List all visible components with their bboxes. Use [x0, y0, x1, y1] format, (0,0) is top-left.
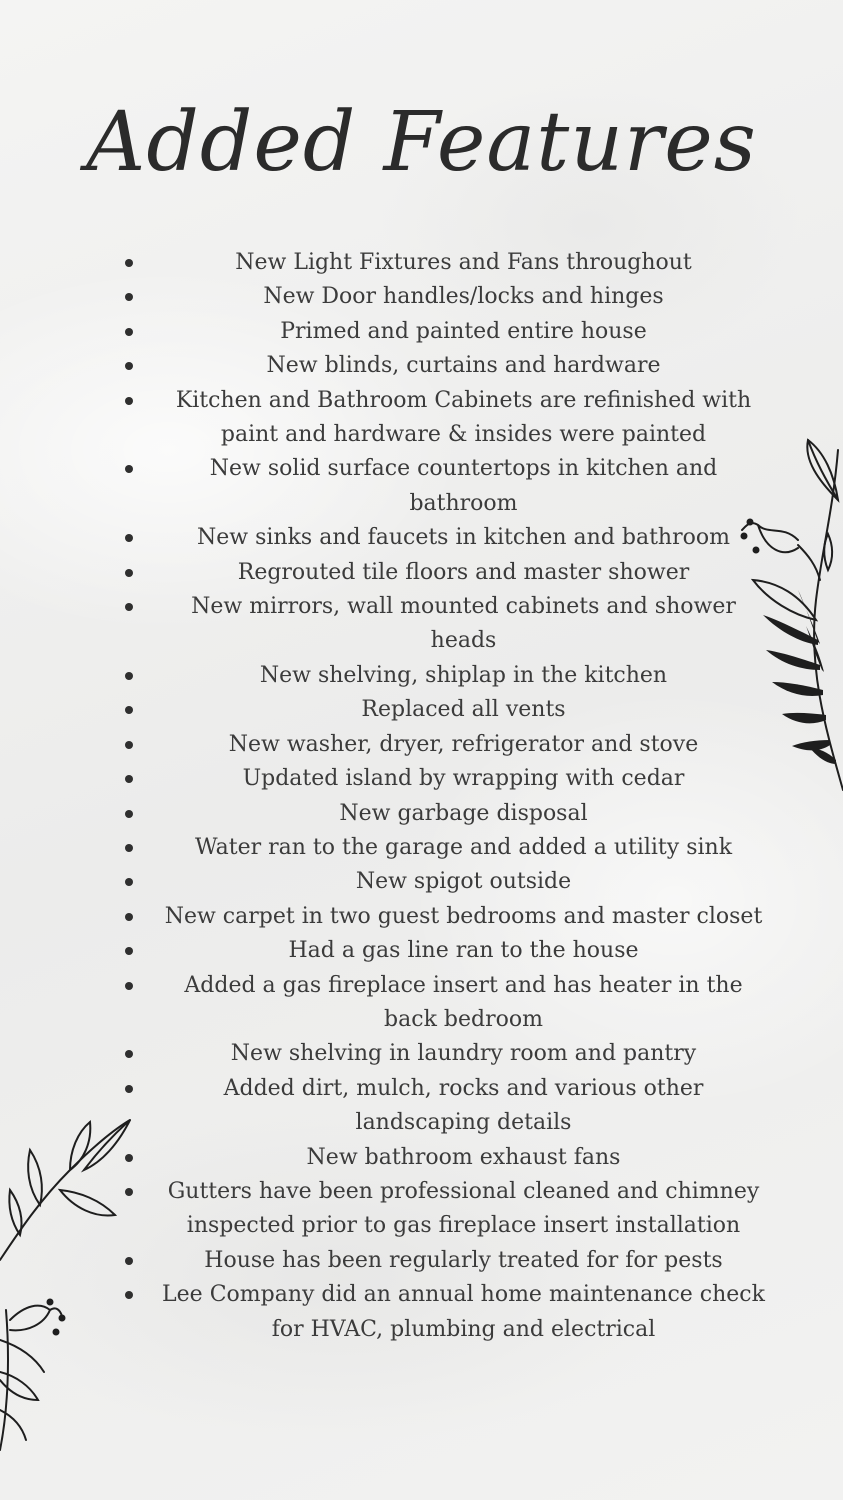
list-item — [115, 693, 770, 727]
bullet-icon — [125, 259, 133, 267]
bullet-icon — [125, 878, 133, 886]
list-item — [115, 1244, 770, 1278]
feature-text: New garbage disposal — [339, 800, 588, 826]
list-item — [115, 865, 770, 899]
list-item — [115, 349, 770, 383]
feature-text: House has been regularly treated for for pests — [204, 1247, 723, 1273]
bullet-icon — [125, 569, 133, 577]
list-item — [115, 1072, 770, 1141]
bullet-icon — [125, 1050, 133, 1058]
list-item — [115, 556, 770, 590]
bullet-icon — [125, 741, 133, 749]
feature-text: New solid surface countertops in kitchen and bathroom — [209, 456, 718, 516]
list-item — [115, 762, 770, 796]
list-item — [115, 315, 770, 349]
feature-text: New Door handles/locks and hinges — [263, 284, 664, 310]
list-item — [115, 1037, 770, 1071]
list-item — [115, 280, 770, 314]
bullet-icon — [125, 603, 133, 611]
list-item — [115, 590, 770, 659]
feature-text: Regrouted tile floors and master shower — [237, 559, 690, 585]
bullet-icon — [125, 328, 133, 336]
feature-text: New Light Fixtures and Fans throughout — [235, 250, 692, 275]
list-item — [115, 728, 770, 762]
list-item — [115, 659, 770, 693]
feature-text: Had a gas line ran to the house — [288, 938, 639, 964]
list-item — [115, 797, 770, 831]
bullet-icon — [125, 672, 133, 680]
list-item — [115, 1278, 770, 1347]
floral-branch-icon — [0, 1110, 135, 1470]
bullet-icon — [125, 362, 133, 370]
feature-text: Water ran to the garage and added a utility sink — [194, 834, 733, 860]
floral-branch-icon — [738, 430, 843, 800]
bullet-icon — [125, 293, 133, 301]
feature-text: New carpet in two guest bedrooms and master closet — [164, 903, 763, 929]
feature-text: New shelving in laundry room and pantry — [230, 1041, 697, 1067]
bullet-icon — [125, 465, 133, 473]
feature-text: New bathroom exhaust fans — [306, 1144, 621, 1170]
feature-text: New mirrors, wall mounted cabinets and shower heads — [191, 594, 736, 654]
list-item — [115, 1175, 770, 1244]
list-item — [115, 969, 770, 1038]
feature-text: New blinds, curtains and hardware — [266, 353, 661, 379]
page-title: Added Features — [86, 95, 757, 190]
feature-text: New sinks and faucets in kitchen and bathroom — [197, 525, 730, 551]
feature-text: Gutters have been professional cleaned and chimney inspected prior to gas fireplace insert installation — [167, 1178, 760, 1239]
list-item — [115, 1141, 770, 1175]
list-item — [115, 246, 770, 280]
list-item — [115, 831, 770, 865]
bullet-icon — [125, 397, 133, 405]
bullet-icon — [125, 706, 133, 714]
bullet-icon — [125, 775, 133, 783]
bullet-icon — [125, 810, 133, 818]
feature-text: Replaced all vents — [361, 697, 566, 723]
bullet-icon — [125, 913, 133, 921]
feature-text: New shelving, shiplap in the kitchen — [259, 662, 668, 688]
feature-list — [115, 246, 770, 1347]
feature-text: Updated island by wrapping with cedar — [242, 766, 685, 792]
feature-text: Kitchen and Bathroom Cabinets are refinished with paint and hardware & insides were painted — [175, 387, 752, 448]
feature-text: New spigot outside — [355, 869, 572, 895]
feature-text: Primed and painted entire house — [280, 318, 647, 344]
list-item — [115, 900, 770, 934]
feature-text: New washer, dryer, refrigerator and stove — [228, 731, 699, 757]
bullet-icon — [125, 534, 133, 542]
feature-text: Added a gas fireplace insert and has heater in the back bedroom — [184, 972, 743, 1032]
bullet-icon — [125, 844, 133, 852]
bullet-icon — [125, 1085, 133, 1093]
bullet-icon — [125, 982, 133, 990]
list-item — [115, 452, 770, 521]
bullet-icon — [125, 947, 133, 955]
feature-text: Lee Company did an annual home maintenance check for HVAC, plumbing and electrical — [162, 1282, 765, 1342]
feature-text: Added dirt, mulch, rocks and various other landscaping details — [223, 1075, 704, 1136]
list-item — [115, 521, 770, 555]
list-item — [115, 934, 770, 968]
list-item — [115, 384, 770, 453]
